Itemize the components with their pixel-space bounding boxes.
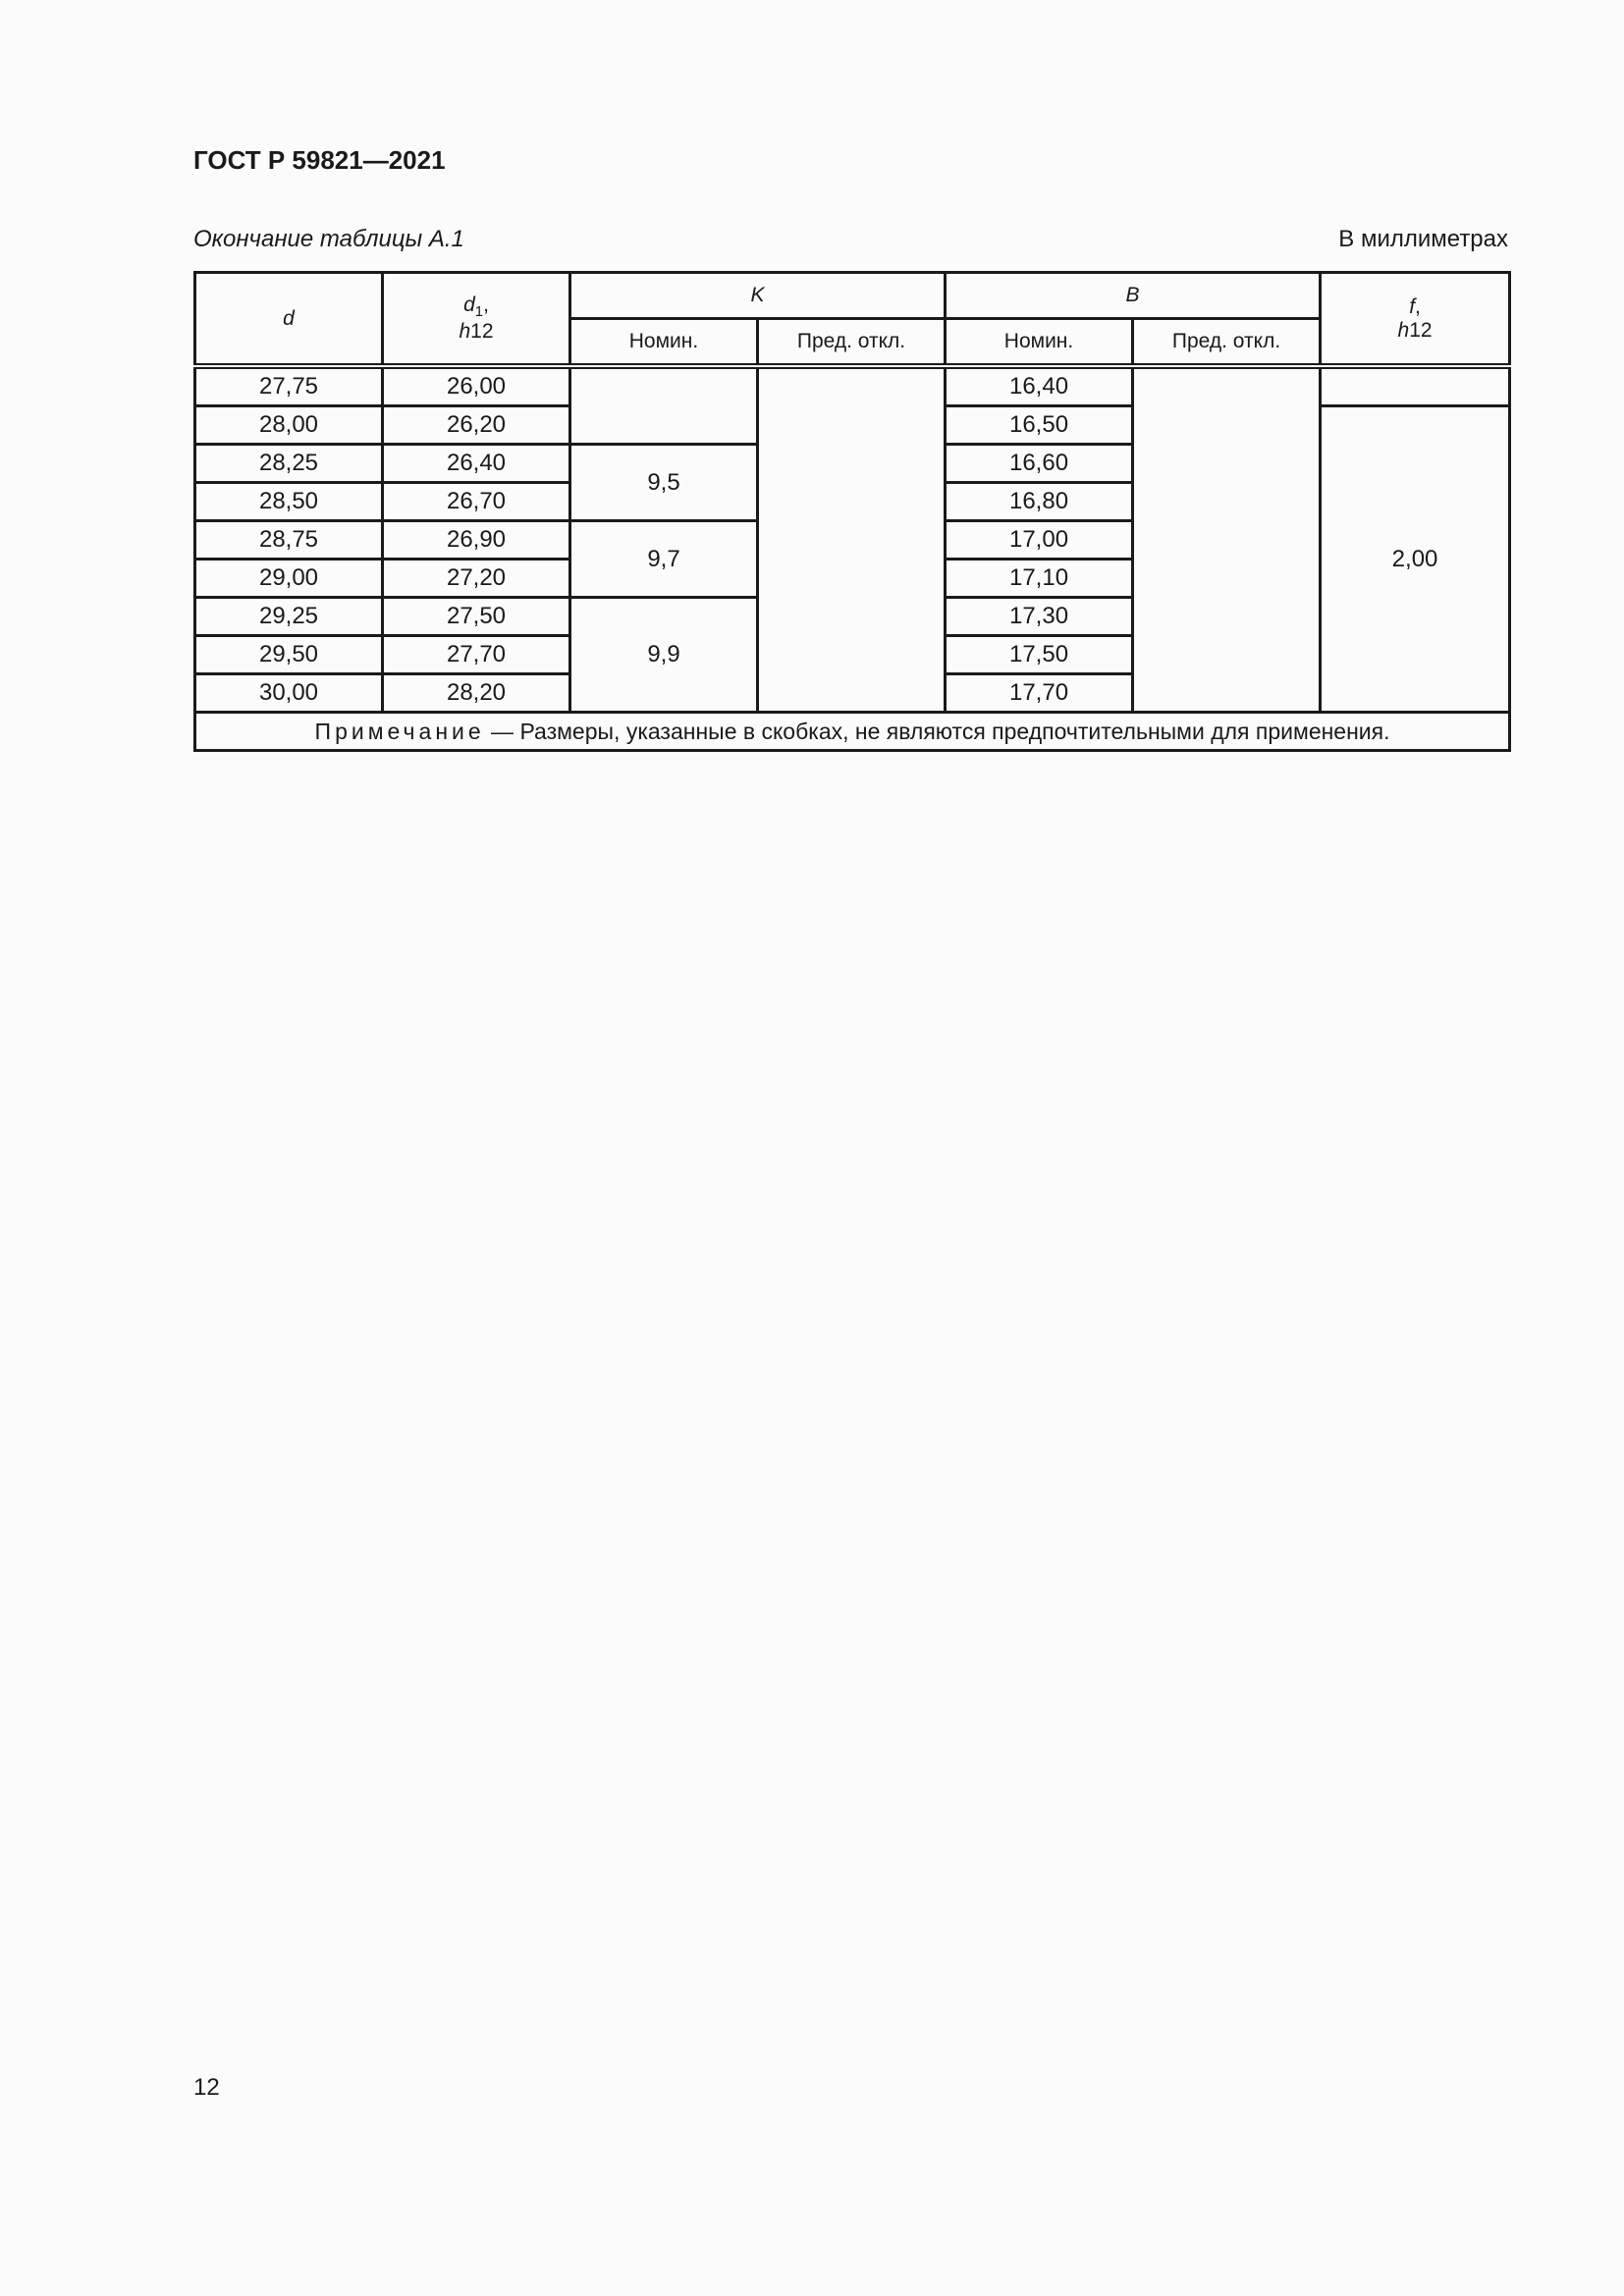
cell-B-nominal: 16,50 <box>946 406 1133 445</box>
cell-f: 2,00 <box>1321 406 1510 713</box>
dimensions-table <box>193 271 1511 752</box>
cell-K-nominal: 9,5 <box>570 445 758 521</box>
note-label: Примечание <box>314 718 485 744</box>
column-header-d <box>195 273 383 367</box>
B-symbol: B <box>1125 284 1140 306</box>
cell-d1: 27,70 <box>383 636 570 674</box>
column-header-K-nominal: Номин. <box>570 319 758 367</box>
f-symbol: f <box>1409 294 1416 318</box>
cell-d1: 28,20 <box>383 674 570 713</box>
cell-d1: 26,00 <box>383 366 570 406</box>
d1-tolerance-number: 12 <box>470 320 494 344</box>
cell-B-nominal: 17,50 <box>946 636 1133 674</box>
f-comma: , <box>1415 294 1421 318</box>
cell-B-nominal: 17,70 <box>946 674 1133 713</box>
table-row <box>195 366 1510 406</box>
cell-B-nominal: 17,30 <box>946 598 1133 636</box>
cell-d: 28,75 <box>195 521 383 560</box>
cell-d: 29,50 <box>195 636 383 674</box>
d1-tolerance-letter: h <box>459 320 471 344</box>
cell-f <box>1321 366 1510 406</box>
table-caption: Окончание таблицы А.1 <box>193 226 464 252</box>
cell-B-nominal: 16,40 <box>946 366 1133 406</box>
cell-K-nominal: 9,7 <box>570 521 758 598</box>
cell-d: 29,00 <box>195 560 383 598</box>
cell-B-nominal: 16,60 <box>946 445 1133 483</box>
cell-d1: 27,20 <box>383 560 570 598</box>
cell-d: 28,00 <box>195 406 383 445</box>
cell-B-nominal: 17,10 <box>946 560 1133 598</box>
f-tolerance-number: 12 <box>1409 318 1433 342</box>
note-text: — Размеры, указанные в скобках, не являются предпочтительными для применения. <box>484 718 1390 744</box>
column-group-K <box>570 273 946 319</box>
column-header-B-nominal: Номин. <box>946 319 1133 367</box>
f-tolerance-letter: h <box>1397 318 1410 342</box>
cell-d: 29,25 <box>195 598 383 636</box>
column-header-d1 <box>383 273 570 367</box>
column-header-f <box>1321 273 1510 367</box>
column-header-B-deviation: Пред. откл. <box>1133 319 1321 367</box>
cell-K-deviation <box>758 366 946 713</box>
cell-d1: 26,70 <box>383 483 570 521</box>
cell-d: 30,00 <box>195 674 383 713</box>
cell-d: 28,25 <box>195 445 383 483</box>
d1-subscript: 1 <box>474 303 484 321</box>
cell-d1: 26,90 <box>383 521 570 560</box>
cell-B-nominal: 16,80 <box>946 483 1133 521</box>
table-note <box>195 713 1510 751</box>
cell-K-nominal <box>570 366 758 445</box>
column-group-B <box>946 273 1321 319</box>
K-symbol: K <box>750 284 765 306</box>
page-number: 12 <box>193 2074 220 2101</box>
cell-d1: 26,40 <box>383 445 570 483</box>
document-code: ГОСТ Р 59821—2021 <box>193 145 446 175</box>
note-row <box>195 713 1510 751</box>
cell-B-deviation <box>1133 366 1321 713</box>
d1-symbol: d <box>463 293 475 316</box>
cell-d: 28,50 <box>195 483 383 521</box>
units-label: В миллиметрах <box>1338 226 1508 252</box>
cell-d1: 27,50 <box>383 598 570 636</box>
cell-d1: 26,20 <box>383 406 570 445</box>
d1-comma: , <box>483 293 489 316</box>
d-symbol: d <box>283 306 295 330</box>
cell-K-nominal: 9,9 <box>570 598 758 713</box>
cell-d: 27,75 <box>195 366 383 406</box>
column-header-K-deviation: Пред. откл. <box>758 319 946 367</box>
cell-B-nominal: 17,00 <box>946 521 1133 560</box>
